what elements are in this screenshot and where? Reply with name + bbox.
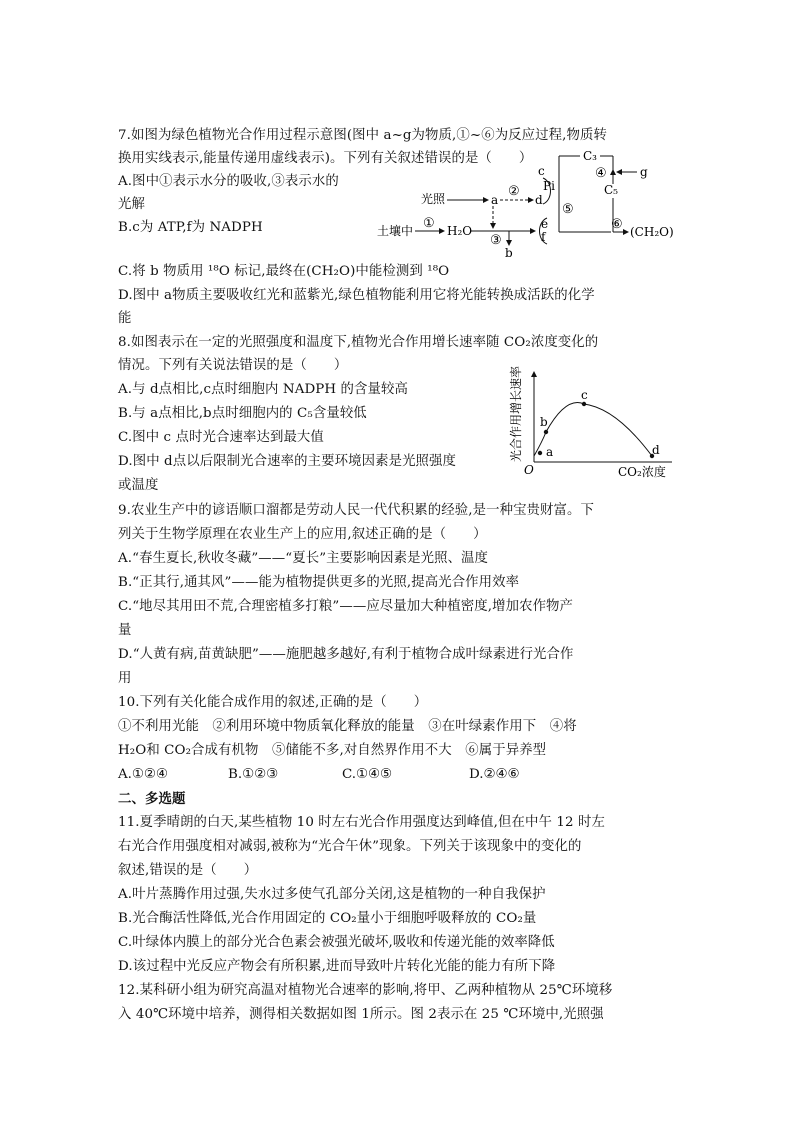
- diagram-num3: ③: [490, 233, 502, 248]
- q9-option-c-line1: C.“地尽其用田不荒,合理密植多打粮”——应尽量加大种植密度,增加农作物产: [118, 599, 574, 614]
- q11-stem-line3: 叙述,错误的是（ ）: [118, 863, 258, 878]
- q7-stem-line2: 换用实线表示,能量传递用虚线表示)。下列有关叙述错误的是（ ）: [118, 151, 533, 166]
- q10-option-d: D.②④⑥: [469, 767, 520, 782]
- q7-option-b: B.c为 ATP,f为 NADPH: [118, 220, 263, 235]
- q8-option-d-line1: D.图中 d点以后限制光合速率的主要环境因素是光照强度: [118, 454, 457, 469]
- q9-stem-line1: 9.农业生产中的谚语顺口溜都是劳动人民一代代积累的经验,是一种宝贵财富。下: [118, 503, 595, 518]
- q8-stem-line1: 8.如图表示在一定的光照强度和温度下,植物光合作用增长速率随 CO₂浓度变化的: [118, 335, 599, 350]
- diagram-h2o-label: H₂O: [447, 224, 473, 238]
- photosynthesis-process-diagram: [375, 148, 685, 266]
- graph-label-d: d: [652, 443, 660, 457]
- graph-xlabel: CO₂浓度: [618, 465, 666, 479]
- diagram-num2: ②: [508, 184, 520, 199]
- graph-label-b: b: [540, 415, 548, 429]
- q8-option-c: C.图中 c 点时光合速率达到最大值: [118, 430, 324, 445]
- diagram-pi-label: Pi: [543, 179, 555, 193]
- diagram-num5: ⑤: [562, 202, 574, 217]
- section-heading-multiple-choice: 二、多选题: [118, 791, 186, 807]
- q7-option-c: C.将 b 物质用 ¹⁸O 标记,最终在(CH₂O)中能检测到 ¹⁸O: [118, 264, 450, 279]
- q8-option-a: A.与 d点相比,c点时细胞内 NADPH 的含量较高: [118, 382, 409, 397]
- graph-point-c: [582, 402, 586, 406]
- graph-point-b: [544, 430, 548, 434]
- q7-option-d-line2: 能: [118, 311, 132, 326]
- co2-growth-rate-graph: [506, 366, 678, 480]
- diagram-g-label: g: [640, 165, 648, 179]
- graph-point-a: [538, 451, 542, 455]
- q8-option-b: B.与 a点相比,b点时细胞内的 C₅含量较低: [118, 406, 367, 421]
- q10-items-line2: H₂O和 CO₂合成有机物 ⑤储能不多,对自然界作用不大 ⑥属于异养型: [118, 743, 547, 758]
- q7-option-d-line1: D.图中 a物质主要吸收红光和蓝紫光,绿色植物能利用它将光能转换成活跃的化学: [118, 288, 595, 303]
- graph-label-a: a: [546, 445, 554, 459]
- diagram-c5-label: C₅: [604, 183, 618, 197]
- q11-stem-line2: 右光合作用强度相对减弱,被称为“光合午休”现象。下列关于该现象中的变化的: [118, 839, 582, 854]
- graph-label-c: c: [581, 388, 588, 402]
- diagram-e-label: e: [541, 217, 549, 231]
- q11-option-c: C.叶绿体内膜上的部分光合色素会被强光破坏,吸收和传递光能的效率降低: [118, 935, 555, 950]
- q9-option-d-line2: 用: [118, 671, 132, 686]
- diagram-d-label: d: [535, 193, 543, 207]
- diagram-ch2o-label: (CH₂O): [630, 225, 674, 239]
- diagram-soil-label: 土壤中: [377, 224, 414, 238]
- diagram-num1: ①: [423, 216, 435, 231]
- q7-stem-line1: 7.如图为绿色植物光合作用过程示意图(图中 a~g为物质,①~⑥为反应过程,物质转: [118, 128, 607, 143]
- diagram-num6: ⑥: [611, 217, 623, 232]
- q10-stem: 10.下列有关化能合成作用的叙述,正确的是（ ）: [118, 695, 428, 710]
- diagram-b-label: b: [505, 246, 513, 260]
- graph-ylabel: 光合作用增长速率: [509, 366, 523, 462]
- q7-option-a-line1: A.图中①表示水分的吸收,③表示水的: [118, 174, 339, 189]
- q11-option-a: A.叶片蒸腾作用过强,失水过多使气孔部分关闭,这是植物的一种自我保护: [118, 887, 546, 902]
- q10-items-line1: ①不利用光能 ②利用环境中物质氧化释放的能量 ③在叶绿素作用下 ④将: [118, 719, 577, 734]
- q10-option-c: C.①④⑤: [342, 767, 393, 782]
- diagram-c-label: c: [538, 164, 545, 178]
- q9-option-c-line2: 量: [118, 623, 132, 638]
- q9-option-b: B.“正其行,通其风”——能为植物提供更多的光照,提高光合作用效率: [118, 575, 520, 590]
- q8-stem-line2: 情况。下列有关说法错误的是（ ）: [118, 358, 348, 373]
- q10-option-a: A.①②④: [118, 767, 168, 782]
- diagram-num4: ④: [595, 166, 607, 181]
- q9-option-a: A.“春生夏长,秋收冬藏”——“夏长”主要影响因素是光照、温度: [118, 551, 489, 566]
- q12-stem-line1: 12.某科研小组为研究高温对植物光合速率的影响,将甲、乙两种植物从 25℃环境移: [118, 983, 613, 998]
- q7-option-a-line2: 光解: [118, 197, 145, 212]
- q11-stem-line1: 11.夏季晴朗的白天,某些植物 10 时左右光合作用强度达到峰值,但在中午 12 时左: [118, 815, 605, 830]
- q8-option-d-line2: 或温度: [118, 478, 159, 493]
- q11-option-b: B.光合酶活性降低,光合作用固定的 CO₂量小于细胞呼吸释放的 CO₂量: [118, 911, 537, 926]
- q12-stem-line2: 入 40℃环境中培养，测得相关数据如图 1所示。图 2表示在 25 ℃环境中,光照强: [118, 1007, 604, 1022]
- q9-option-d-line1: D.“人黄有病,苗黄缺肥”——施肥越多越好,有利于植物合成叶绿素进行光合作: [118, 647, 574, 662]
- q9-stem-line2: 列关于生物学原理在农业生产上的应用,叙述正确的是（ ）: [118, 527, 487, 542]
- diagram-light-label: 光照: [421, 192, 446, 206]
- q11-option-d: D.该过程中光反应产物会有所积累,进而导致叶片转化光能的能力有所下降: [118, 959, 556, 974]
- q10-option-b: B.①②③: [228, 767, 279, 782]
- diagram-a-label: a: [491, 193, 499, 207]
- diagram-c3-label: C₃: [583, 149, 597, 163]
- graph-origin: O: [524, 463, 534, 477]
- diagram-f-label: f: [541, 230, 546, 244]
